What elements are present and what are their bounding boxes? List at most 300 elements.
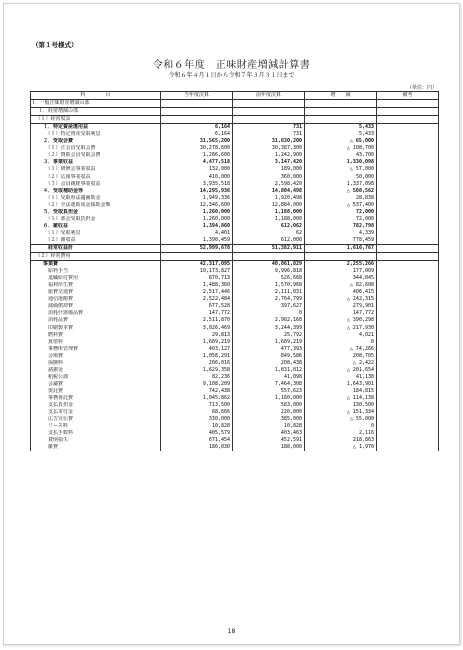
page-title: 令和６年度 正味財産増減計算書 xyxy=(152,60,311,71)
previous-value: 1,570,968 xyxy=(233,282,305,289)
row-label: ３．事業収益 xyxy=(31,159,161,166)
row-label: 印刷製本費 xyxy=(31,325,161,332)
table-row xyxy=(31,108,439,116)
change-value: △ 55,000 xyxy=(305,416,377,423)
notes-value xyxy=(377,202,439,209)
previous-value: 452,591 xyxy=(233,437,305,444)
row-label: ５．受取負担金 xyxy=(31,209,161,216)
table-row xyxy=(31,253,439,261)
previous-value: 62 xyxy=(233,230,305,237)
notes-value xyxy=(377,108,439,116)
current-value: 3,026,469 xyxy=(161,325,233,332)
notes-value xyxy=(377,423,439,430)
change-value: △ 82,608 xyxy=(305,282,377,289)
notes-value xyxy=(377,216,439,223)
notes-value xyxy=(377,174,439,181)
row-label: （１）受取県法適補助金 xyxy=(31,195,161,202)
table-row xyxy=(31,339,439,346)
change-value: △ 2,422 xyxy=(305,360,377,367)
previous-value: 3,244,399 xyxy=(233,325,305,332)
change-value: 1,616,767 xyxy=(305,244,377,252)
current-value: 1,488,360 xyxy=(161,282,233,289)
row-label: ２．受取会費 xyxy=(31,138,161,145)
notes-value xyxy=(377,188,439,195)
table-row xyxy=(31,131,439,138)
notes-value xyxy=(377,116,439,124)
row-label: 支払手数料 xyxy=(31,430,161,437)
previous-value xyxy=(233,100,305,108)
table-row xyxy=(31,423,439,430)
row-label: 保険料 xyxy=(31,360,161,367)
notes-value xyxy=(377,253,439,261)
change-value: 184,815 xyxy=(305,388,377,395)
table-header-row xyxy=(31,92,439,100)
row-label: 租税公課 xyxy=(31,374,161,381)
table-row xyxy=(31,395,439,402)
current-value: 4,477,518 xyxy=(161,159,233,166)
current-value: 410,000 xyxy=(161,174,233,181)
previous-value: 849,586 xyxy=(233,353,305,360)
table-row xyxy=(31,332,439,339)
change-value: △ 537,400 xyxy=(305,202,377,209)
current-value: 1,045,862 xyxy=(161,395,233,402)
change-value: 177,009 xyxy=(305,268,377,275)
change-value: △ 114,138 xyxy=(305,395,377,402)
row-label: ６．雑収益 xyxy=(31,223,161,230)
table-row xyxy=(31,138,439,145)
change-value: △ 57,000 xyxy=(305,166,377,173)
change-value: 1,337,098 xyxy=(305,181,377,188)
change-value: 1,330,098 xyxy=(305,159,377,166)
table-row xyxy=(31,381,439,388)
table-row xyxy=(31,437,439,444)
notes-value xyxy=(377,209,439,216)
table-row xyxy=(31,188,439,195)
notes-value xyxy=(377,388,439,395)
current-value: 12,346,600 xyxy=(161,202,233,209)
change-value xyxy=(305,100,377,108)
change-value: 5,433 xyxy=(305,124,377,132)
previous-value: 2,902,168 xyxy=(233,317,305,324)
previous-value: 1,689,219 xyxy=(233,339,305,346)
row-label: 消耗什器備品費 xyxy=(31,310,161,317)
previous-value: 2,598,420 xyxy=(233,181,305,188)
previous-value xyxy=(233,253,305,261)
previous-value: 12,884,000 xyxy=(233,202,305,209)
row-label: 雑費 xyxy=(31,444,161,451)
previous-value: 3,147,420 xyxy=(233,159,305,166)
current-value: 4,401 xyxy=(161,230,233,237)
row-label: ４．受取補助金等 xyxy=(31,188,161,195)
table-row xyxy=(31,325,439,332)
current-value: 10,173,827 xyxy=(161,268,233,275)
row-label: （２）全法連助成金援助金額 xyxy=(31,202,161,209)
header-account: 科 目 xyxy=(31,92,161,100)
table-row xyxy=(31,296,439,303)
notes-value xyxy=(377,339,439,346)
change-value: 72,000 xyxy=(305,209,377,216)
notes-value xyxy=(377,230,439,237)
current-value xyxy=(161,100,233,108)
change-value: △ 217,930 xyxy=(305,325,377,332)
notes-value xyxy=(377,145,439,152)
row-label: （１）受取利息 xyxy=(31,230,161,237)
notes-value xyxy=(377,131,439,138)
table-row xyxy=(31,388,439,395)
current-value: 2,522,484 xyxy=(161,296,233,303)
previous-value: 41,098 xyxy=(233,374,305,381)
current-value: 6,164 xyxy=(161,131,233,138)
current-value: 82,236 xyxy=(161,374,233,381)
current-value: 405,579 xyxy=(161,430,233,437)
table-row xyxy=(31,374,439,381)
row-label: （２）賛助会員受取会費 xyxy=(31,152,161,159)
change-value: 406,415 xyxy=(305,289,377,296)
table-row xyxy=(31,346,439,353)
change-value: △ 108,700 xyxy=(305,145,377,152)
notes-value xyxy=(377,360,439,367)
row-label: （１）研修会事業収益 xyxy=(31,166,161,173)
table-row xyxy=(31,289,439,296)
current-value: 1,390,459 xyxy=(161,237,233,245)
row-label: 支払寄付金 xyxy=(31,409,161,416)
current-value: 671,454 xyxy=(161,437,233,444)
row-label: 広告宣伝費 xyxy=(31,416,161,423)
change-value: △ 242,315 xyxy=(305,296,377,303)
table-row xyxy=(31,195,439,202)
current-value: 9,108,209 xyxy=(161,381,233,388)
table-row xyxy=(31,145,439,152)
table-row xyxy=(31,152,439,159)
change-value: △ 508,562 xyxy=(305,188,377,195)
previous-value xyxy=(233,116,305,124)
previous-value: 360,000 xyxy=(233,174,305,181)
previous-value: 1,831,012 xyxy=(233,367,305,374)
form-label: （第１号様式） xyxy=(32,41,78,49)
notes-value xyxy=(377,381,439,388)
change-value: △ 74,266 xyxy=(305,346,377,353)
table-row xyxy=(31,100,439,108)
change-value: 2,116 xyxy=(305,430,377,437)
change-value: 4,339 xyxy=(305,230,377,237)
previous-value: 1,160,000 xyxy=(233,395,305,402)
previous-value: 10,828 xyxy=(233,423,305,430)
current-value xyxy=(161,116,233,124)
row-label: 賃借料 xyxy=(31,339,161,346)
row-label: 委託費 xyxy=(31,388,161,395)
row-label: Ⅰ．一般正味財産増減の部 xyxy=(31,100,161,108)
previous-value: 40,061,829 xyxy=(233,261,305,269)
previous-value: 30,387,300 xyxy=(233,145,305,152)
table-row xyxy=(31,216,439,223)
current-value: 10,828 xyxy=(161,423,233,430)
change-value: 130,500 xyxy=(305,402,377,409)
row-label: 事務所管理費 xyxy=(31,346,161,353)
previous-value: 1,188,000 xyxy=(233,216,305,223)
statement-body xyxy=(31,100,439,452)
notes-value xyxy=(377,374,439,381)
change-value: 1,643,901 xyxy=(305,381,377,388)
table-row xyxy=(31,159,439,166)
current-value: 29,813 xyxy=(161,332,233,339)
previous-value: 220,000 xyxy=(233,409,305,416)
row-label: 通信運搬費 xyxy=(31,296,161,303)
current-value: 1,260,000 xyxy=(161,209,233,216)
row-label: （１）部会受取負担金 xyxy=(31,216,161,223)
current-value: 68,666 xyxy=(161,409,233,416)
notes-value xyxy=(377,166,439,173)
change-value: △ 390,298 xyxy=(305,317,377,324)
notes-value xyxy=(377,430,439,437)
previous-value: 583,000 xyxy=(233,402,305,409)
change-value xyxy=(305,253,377,261)
previous-value xyxy=(233,108,305,116)
header-current: 当年度決算 xyxy=(161,92,233,100)
table-row xyxy=(31,237,439,245)
change-value: 2,255,266 xyxy=(305,261,377,269)
table-row xyxy=(31,444,439,451)
current-value: 132,000 xyxy=(161,166,233,173)
row-label: 貸倒損失 xyxy=(31,437,161,444)
change-value: △ 1,970 xyxy=(305,444,377,451)
notes-value xyxy=(377,416,439,423)
current-value: 2,517,446 xyxy=(161,289,233,296)
row-label: （２）経常費用 xyxy=(31,253,161,261)
current-value xyxy=(161,253,233,261)
previous-value: 2,764,799 xyxy=(233,296,305,303)
current-value: 6,164 xyxy=(161,124,233,132)
current-value: 186,030 xyxy=(161,444,233,451)
notes-value xyxy=(377,152,439,159)
current-value: 30,278,600 xyxy=(161,145,233,152)
row-label: 消耗品費 xyxy=(31,317,161,324)
current-value: 1,949,336 xyxy=(161,195,233,202)
change-value: 279,901 xyxy=(305,303,377,310)
notes-value xyxy=(377,223,439,230)
notes-value xyxy=(377,124,439,132)
table-row xyxy=(31,230,439,237)
table-row xyxy=(31,209,439,216)
previous-value: 51,382,911 xyxy=(233,244,305,252)
notes-value xyxy=(377,325,439,332)
change-value: △ 201,654 xyxy=(305,367,377,374)
notes-value xyxy=(377,296,439,303)
current-value: 713,500 xyxy=(161,402,233,409)
current-value: 14,295,936 xyxy=(161,188,233,195)
row-label: 会議費 xyxy=(31,381,161,388)
current-value: 52,999,678 xyxy=(161,244,233,252)
previous-value: 1,920,498 xyxy=(233,195,305,202)
row-label: （３）会員親睦事業収益 xyxy=(31,181,161,188)
table-row xyxy=(31,409,439,416)
header-previous: 前年度決算 xyxy=(233,92,305,100)
notes-value xyxy=(377,159,439,166)
table-row xyxy=(31,360,439,367)
table-row xyxy=(31,317,439,324)
current-value: 1,394,860 xyxy=(161,223,233,230)
previous-value: 612,062 xyxy=(233,223,305,230)
row-label: （１）経常収益 xyxy=(31,116,161,124)
change-value: 43,700 xyxy=(305,152,377,159)
notes-value xyxy=(377,282,439,289)
row-label: 福利厚生費 xyxy=(31,282,161,289)
previous-value: 9,996,818 xyxy=(233,268,305,275)
document-page xyxy=(3,3,460,645)
row-label: （２）雑収益 xyxy=(31,237,161,245)
table-row xyxy=(31,282,439,289)
notes-value xyxy=(377,138,439,145)
notes-value xyxy=(377,195,439,202)
current-value: 1,058,291 xyxy=(161,353,233,360)
previous-value: 31,630,200 xyxy=(233,138,305,145)
row-label: 事務委託費 xyxy=(31,395,161,402)
change-value: 41,138 xyxy=(305,374,377,381)
table-row xyxy=(31,310,439,317)
change-value xyxy=(305,108,377,116)
change-value: 782,798 xyxy=(305,223,377,230)
current-value: 1,260,000 xyxy=(161,216,233,223)
previous-value: 1,242,900 xyxy=(233,152,305,159)
notes-value xyxy=(377,100,439,108)
change-value: 0 xyxy=(305,423,377,430)
row-label: （２）広報事業収益 xyxy=(31,174,161,181)
change-value: 147,772 xyxy=(305,310,377,317)
current-value: 742,438 xyxy=(161,388,233,395)
current-value: 31,565,200 xyxy=(161,138,233,145)
current-value: 1,629,358 xyxy=(161,367,233,374)
notes-value xyxy=(377,261,439,269)
change-value: 344,045 xyxy=(305,275,377,282)
previous-value: 1,188,000 xyxy=(233,209,305,216)
table-row xyxy=(31,223,439,230)
page-number: 18 xyxy=(227,628,236,635)
row-label: 旅費交通費 xyxy=(31,289,161,296)
row-label: 諸謝金 xyxy=(31,367,161,374)
change-value: 4,021 xyxy=(305,332,377,339)
notes-value xyxy=(377,402,439,409)
previous-value: 731 xyxy=(233,131,305,138)
current-value: 403,127 xyxy=(161,346,233,353)
row-label: 会場費 xyxy=(31,353,161,360)
notes-value xyxy=(377,317,439,324)
change-value: 0 xyxy=(305,339,377,346)
row-label: 退職給付費用 xyxy=(31,275,161,282)
notes-value xyxy=(377,395,439,402)
notes-value xyxy=(377,181,439,188)
notes-value xyxy=(377,353,439,360)
table-row xyxy=(31,416,439,423)
row-label: １．特定資産運用益 xyxy=(31,124,161,132)
header-change: 増 減 xyxy=(305,92,377,100)
row-label: 経常収益計 xyxy=(31,244,161,252)
change-value xyxy=(305,116,377,124)
notes-value xyxy=(377,275,439,282)
notes-value xyxy=(377,289,439,296)
row-label: （１）特定資産受取利息 xyxy=(31,131,161,138)
notes-value xyxy=(377,409,439,416)
current-value: 677,528 xyxy=(161,303,233,310)
row-label: １．経常増減の部 xyxy=(31,108,161,116)
table-row xyxy=(31,116,439,124)
table-row xyxy=(31,268,439,275)
current-value: 330,000 xyxy=(161,416,233,423)
unit-label: （単位：円） xyxy=(406,85,437,91)
row-label: 事業費 xyxy=(31,261,161,269)
change-value: 28,838 xyxy=(305,195,377,202)
table-row xyxy=(31,202,439,209)
table-row xyxy=(31,244,439,252)
change-value: 50,000 xyxy=(305,174,377,181)
previous-value: 189,000 xyxy=(233,166,305,173)
row-label: 支払負担金 xyxy=(31,402,161,409)
previous-value: 208,438 xyxy=(233,360,305,367)
notes-value xyxy=(377,244,439,252)
table-row xyxy=(31,430,439,437)
header-notes: 備考 xyxy=(377,92,439,100)
row-label: 給料手当 xyxy=(31,268,161,275)
notes-value xyxy=(377,237,439,245)
change-value: 72,000 xyxy=(305,216,377,223)
table-row xyxy=(31,181,439,188)
notes-value xyxy=(377,367,439,374)
row-label: （１）正会員受取会費 xyxy=(31,145,161,152)
change-value: 778,459 xyxy=(305,237,377,245)
change-value: 5,433 xyxy=(305,131,377,138)
change-value: △ 65,000 xyxy=(305,138,377,145)
notes-value xyxy=(377,437,439,444)
previous-value: 14,804,498 xyxy=(233,188,305,195)
current-value: 3,935,518 xyxy=(161,181,233,188)
previous-value: 477,393 xyxy=(233,346,305,353)
table-row xyxy=(31,275,439,282)
previous-value: 7,464,308 xyxy=(233,381,305,388)
previous-value: 188,000 xyxy=(233,444,305,451)
previous-value: 731 xyxy=(233,124,305,132)
notes-value xyxy=(377,268,439,275)
table-row xyxy=(31,261,439,269)
current-value: 206,016 xyxy=(161,360,233,367)
previous-value: 397,627 xyxy=(233,303,305,310)
table-row xyxy=(31,174,439,181)
current-value: 2,511,870 xyxy=(161,317,233,324)
current-value: 42,317,095 xyxy=(161,261,233,269)
previous-value: 403,463 xyxy=(233,430,305,437)
current-value: 147,772 xyxy=(161,310,233,317)
previous-value: 0 xyxy=(233,310,305,317)
previous-value: 385,000 xyxy=(233,416,305,423)
period-text: 令和６年４月１日から令和７年３月３１日まで xyxy=(168,72,295,79)
row-label: 燃料費 xyxy=(31,332,161,339)
notes-value xyxy=(377,303,439,310)
notes-value xyxy=(377,346,439,353)
notes-value xyxy=(377,444,439,451)
row-label: 減価償却費 xyxy=(31,303,161,310)
change-value: 218,863 xyxy=(305,437,377,444)
table-row xyxy=(31,166,439,173)
notes-value xyxy=(377,332,439,339)
change-value: △ 151,334 xyxy=(305,409,377,416)
current-value: 1,286,600 xyxy=(161,152,233,159)
previous-value: 25,792 xyxy=(233,332,305,339)
table-row xyxy=(31,124,439,132)
current-value xyxy=(161,108,233,116)
table-row xyxy=(31,303,439,310)
previous-value: 557,623 xyxy=(233,388,305,395)
change-value: 208,705 xyxy=(305,353,377,360)
table-row xyxy=(31,402,439,409)
table-row xyxy=(31,353,439,360)
previous-value: 526,668 xyxy=(233,275,305,282)
